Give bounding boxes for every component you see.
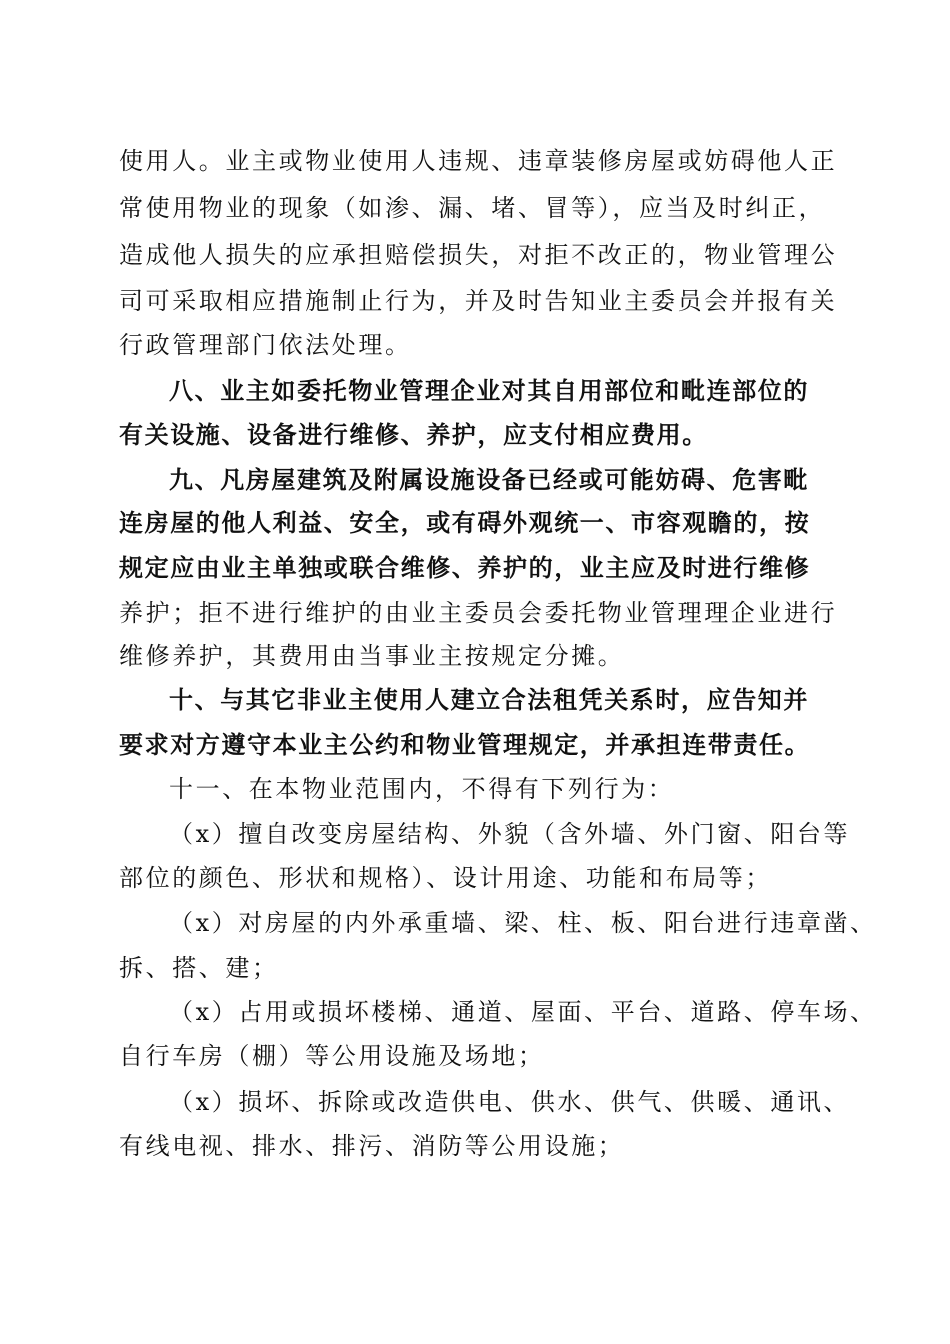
list-item-line: （x）对房屋的内外承重墙、梁、柱、板、阳台进行违章凿、 <box>169 909 877 937</box>
paragraph-line: 使用人。业主或物业使用人违规、违章装修房屋或妨碍他人正 <box>119 147 838 175</box>
paragraph-line: 十一、在本物业范围内，不得有下列行为： <box>169 775 675 803</box>
paragraph-line: 维修养护，其费用由当事业主按规定分摊。 <box>119 642 625 670</box>
paragraph-line-bold: 八、业主如委托物业管理企业对其自用部位和毗连部位的 <box>169 377 809 405</box>
paragraph-line-bold: 连房屋的他人利益、安全，或有碍外观统一、市容观瞻的，按 <box>119 509 811 537</box>
paragraph-line: 司可采取相应措施制止行为，并及时告知业主委员会并报有关 <box>119 287 838 315</box>
list-item-line: 有线电视、排水、排污、消防等公用设施； <box>119 1132 625 1160</box>
paragraph-line-bold: 规定应由业主单独或联合维修、养护的，业主应及时进行维修 <box>119 554 811 582</box>
list-item-line: 拆、搭、建； <box>119 954 279 982</box>
paragraph-line: 常使用物业的现象（如渗、漏、堵、冒等），应当及时纠正， <box>119 194 826 222</box>
paragraph-line: 造成他人损失的应承担赔偿损失，对拒不改正的，物业管理公 <box>119 241 838 269</box>
list-item-line: （x）擅自改变房屋结构、外貌（含外墙、外门窗、阳台等 <box>169 820 851 848</box>
paragraph-line-bold: 要求对方遵守本业主公约和物业管理规定，并承担连带责任。 <box>119 731 811 759</box>
paragraph-line-bold: 十、与其它非业主使用人建立合法租凭关系时，应告知并 <box>169 686 809 714</box>
paragraph-line: 行政管理部门依法处理。 <box>119 331 412 359</box>
list-item-line: 部位的颜色、形状和规格）、设计用途、功能和布局等； <box>119 864 772 892</box>
list-item-line: （x）占用或损坏楼梯、通道、屋面、平台、道路、停车场、 <box>169 998 877 1026</box>
paragraph-line: 养护；拒不进行维护的由业主委员会委托物业管理理企业进行 <box>119 599 838 627</box>
list-item-line: 自行车房（棚）等公用设施及场地； <box>119 1042 545 1070</box>
paragraph-line-bold: 有关设施、设备进行维修、养护，应支付相应费用。 <box>119 421 708 449</box>
paragraph-line-bold: 九、凡房屋建筑及附属设施设备已经或可能妨碍、危害毗 <box>169 466 809 494</box>
list-item-line: （x）损坏、拆除或改造供电、供水、供气、供暖、通讯、 <box>169 1088 851 1116</box>
